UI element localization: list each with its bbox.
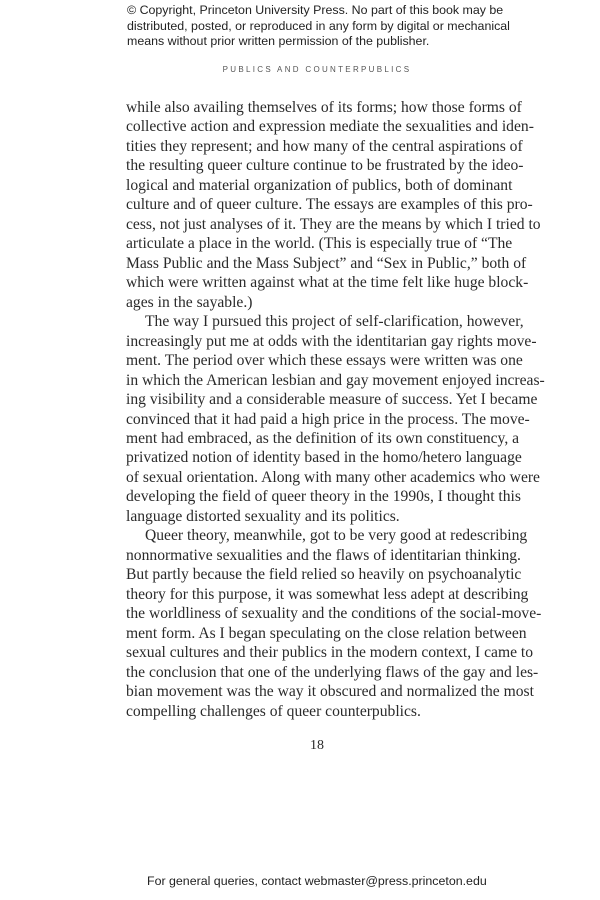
paragraph-2 bbox=[126, 312, 545, 526]
body-text bbox=[126, 98, 545, 721]
text-line: Queer theory, meanwhile, got to be very good at redescribing bbox=[145, 527, 528, 545]
text-line: nonnormative sexualities and the flaws of identitarian thinking. bbox=[126, 546, 521, 564]
text-line: The way I pursued this project of self-clarification, however, bbox=[145, 313, 524, 331]
copyright-line: © Copyright, Princeton University Press. No part of this book may be bbox=[127, 3, 504, 17]
text-line: the worldliness of sexuality and the conditions of the social-move- bbox=[126, 605, 542, 623]
text-line: ment. The period over which these essays were written was one bbox=[126, 352, 523, 370]
text-line: while also availing themselves of its forms; how those forms of bbox=[126, 99, 522, 116]
text-line: developing the field of queer theory in the 1990s, I thought this bbox=[126, 488, 521, 506]
text-line: the conclusion that one of the underlying flaws of the gay and les- bbox=[126, 663, 539, 681]
text-line: language distorted sexuality and its politics. bbox=[126, 507, 400, 525]
text-line: ing visibility and a considerable measure of success. Yet I became bbox=[126, 391, 538, 409]
text-line: privatized notion of identity based in the homo/hetero language bbox=[126, 449, 522, 467]
text-line: the resulting queer culture continue to be frustrated by the ideo- bbox=[126, 157, 524, 175]
text-line: cess, not just analyses of it. They are the means by which I tried to bbox=[126, 215, 541, 233]
text-line: in which the American lesbian and gay movement enjoyed increas- bbox=[126, 371, 545, 389]
text-line: of sexual orientation. Along with many other academics who were bbox=[126, 468, 540, 486]
text-line: ages in the sayable.) bbox=[126, 293, 253, 311]
text-line: collective action and expression mediate the sexualities and iden- bbox=[126, 118, 534, 136]
text-line: ment had embraced, as the definition of its own constituency, a bbox=[126, 429, 520, 447]
text-line: convinced that it had paid a high price in the process. The move- bbox=[126, 410, 530, 428]
text-line: ment form. As I began speculating on the close relation between bbox=[126, 624, 527, 642]
paragraph-3 bbox=[126, 526, 542, 721]
text-line: compelling challenges of queer counterpublics. bbox=[126, 702, 421, 720]
paragraph-1 bbox=[126, 98, 541, 312]
page-number: 18 bbox=[310, 738, 324, 753]
text-line: bian movement was the way it obscured and normalized the most bbox=[126, 683, 534, 701]
text-line: culture and of queer culture. The essays are examples of this pro- bbox=[126, 196, 533, 214]
copyright-line: distributed, posted, or reproduced in any form by digital or mechanical bbox=[127, 18, 510, 33]
footer-contact: For general queries, contact webmaster@press.princeton.edu bbox=[147, 874, 487, 888]
copyright-line: means without prior written permission of the publisher. bbox=[127, 34, 430, 49]
copyright-notice bbox=[127, 3, 510, 50]
text-line: theory for this purpose, it was somewhat less adept at describing bbox=[126, 585, 529, 603]
running-head: PUBLICS AND COUNTERPUBLICS bbox=[222, 65, 412, 74]
text-line: Mass Public and the Mass Subject” and “Sex in Public,” both of bbox=[126, 254, 527, 272]
text-line: But partly because the field relied so heavily on psychoanalytic bbox=[126, 566, 522, 584]
text-line: sexual cultures and their publics in the modern context, I came to bbox=[126, 644, 534, 662]
text-line: articulate a place in the world. (This is especially true of “The bbox=[126, 235, 513, 253]
text-line: logical and material organization of publics, both of dominant bbox=[126, 176, 513, 194]
text-line: which were written against what at the time felt like huge block- bbox=[126, 274, 529, 292]
text-line: tities they represent; and how many of the central aspirations of bbox=[126, 137, 523, 155]
text-line: increasingly put me at odds with the identitarian gay rights move- bbox=[126, 332, 537, 350]
